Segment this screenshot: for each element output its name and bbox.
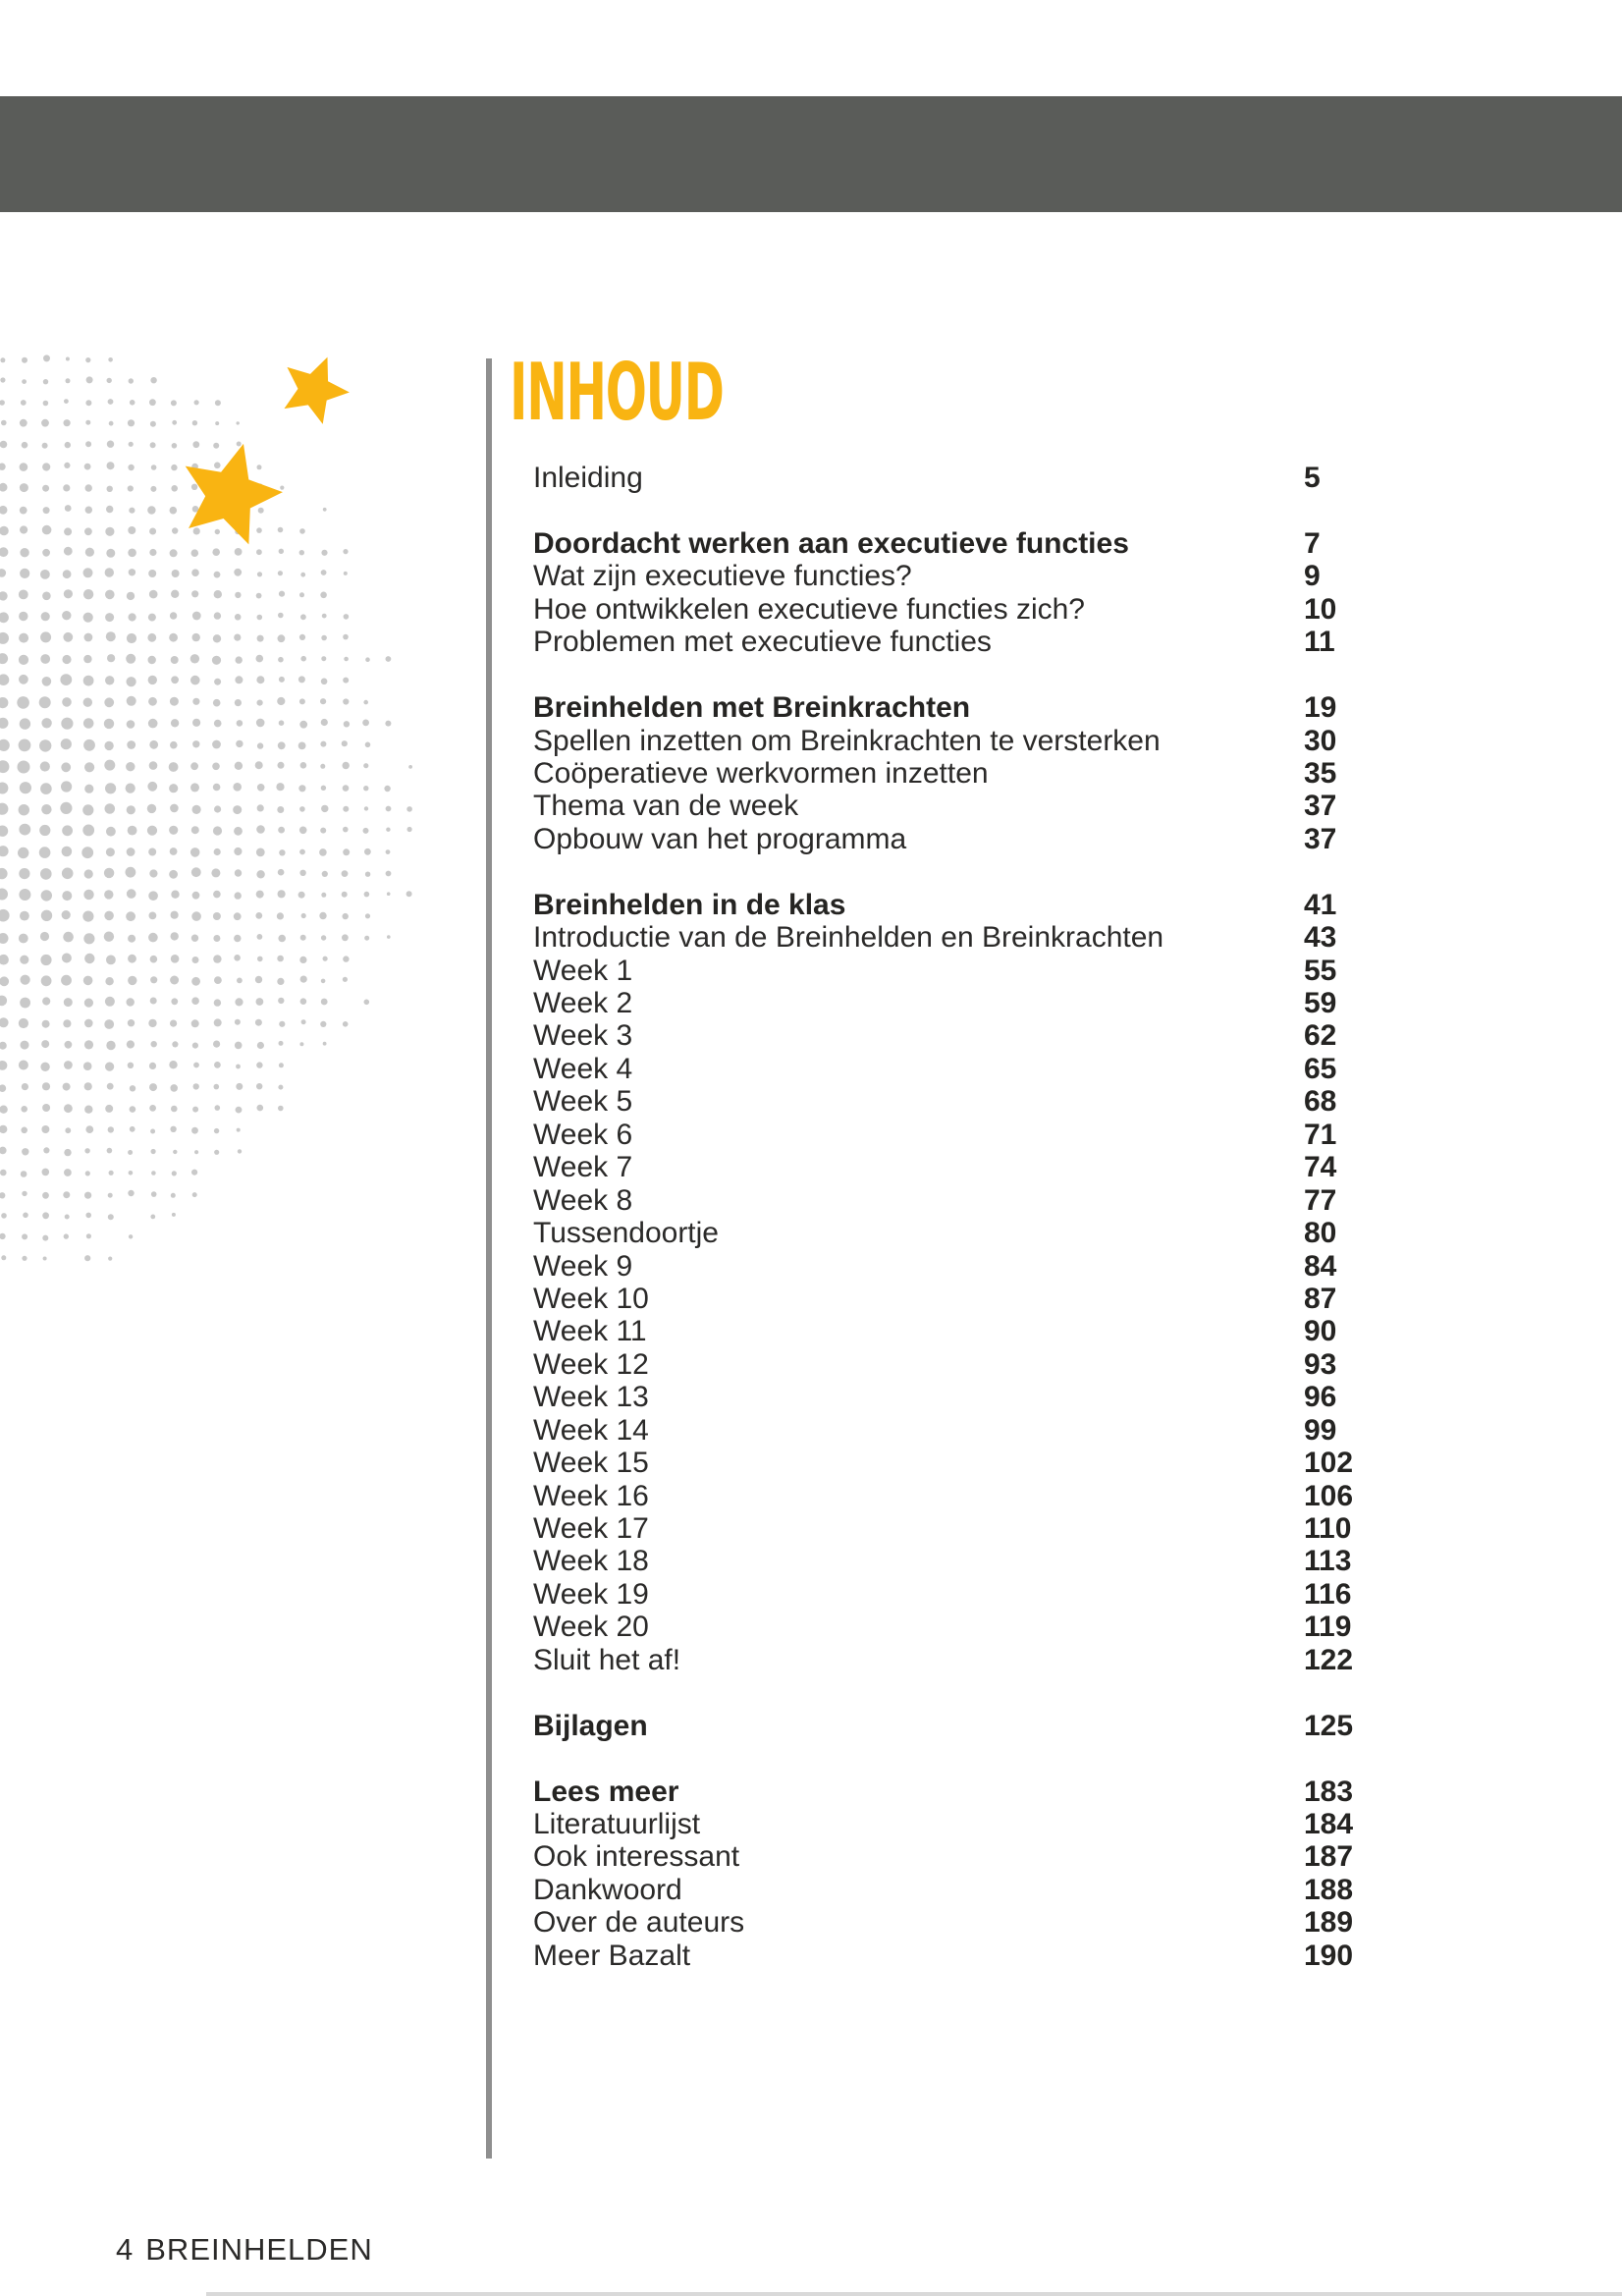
toc-entry-label: Week 11 xyxy=(533,1315,647,1348)
toc-entry xyxy=(533,955,1378,987)
toc-entry-page: 122 xyxy=(1304,1643,1354,1676)
toc-entry-page: 74 xyxy=(1304,1151,1337,1184)
toc-entry-label: Opbouw van het programma xyxy=(533,822,907,855)
toc-entry-label: Week 14 xyxy=(533,1413,649,1447)
toc-entry-label: Lees meer xyxy=(533,1775,679,1808)
toc-entry-page: 96 xyxy=(1304,1381,1337,1414)
toc-entry-label: Inleiding xyxy=(533,462,643,494)
toc-entry xyxy=(533,757,1378,790)
toc-entry xyxy=(533,1414,1378,1447)
toc-entry-page: 10 xyxy=(1304,592,1337,626)
toc-entry-page: 65 xyxy=(1304,1052,1337,1085)
toc-entry-page: 90 xyxy=(1304,1315,1337,1348)
toc-entry-label: Week 17 xyxy=(533,1512,649,1545)
toc-entry-label: Week 4 xyxy=(533,1052,633,1085)
toc-entry-page: 35 xyxy=(1304,756,1337,790)
toc-entry-page: 80 xyxy=(1304,1217,1337,1250)
toc-entry-label: Thema van de week xyxy=(533,790,799,823)
star-icon xyxy=(272,345,358,429)
toc-entry xyxy=(533,921,1378,954)
footer-page-number: 4 xyxy=(116,2232,135,2267)
toc-entry-page: 62 xyxy=(1304,1019,1337,1053)
toc-entry-label: Literatuurlijst xyxy=(533,1807,701,1840)
toc-entry-label: Meer Bazalt xyxy=(533,1939,691,1972)
toc-entry-page: 41 xyxy=(1304,888,1337,921)
toc-entry-label: Week 9 xyxy=(533,1249,633,1283)
toc-entry-page: 187 xyxy=(1304,1840,1354,1874)
toc-entry-label: Sluit het af! xyxy=(533,1643,681,1676)
toc-entry xyxy=(533,626,1378,658)
toc-entry xyxy=(533,1085,1378,1118)
toc-entry xyxy=(533,1381,1378,1413)
toc-entry-page: 110 xyxy=(1304,1512,1352,1545)
toc-entry xyxy=(533,1644,1378,1676)
toc-entry xyxy=(533,1906,1378,1939)
toc-entry xyxy=(533,1217,1378,1249)
toc-entry-label: Week 2 xyxy=(533,987,633,1019)
toc-entry xyxy=(533,1119,1378,1151)
toc-entry-label: Week 8 xyxy=(533,1183,633,1217)
toc-entry-label: Week 1 xyxy=(533,954,633,987)
toc-entry xyxy=(533,593,1378,626)
toc-entry xyxy=(533,1151,1378,1183)
toc-entry-page: 5 xyxy=(1304,462,1321,494)
toc-entry-label: Breinhelden met Breinkrachten xyxy=(533,691,971,725)
toc-entry-page: 125 xyxy=(1304,1709,1354,1742)
page-bottom-edge xyxy=(206,2292,1622,2296)
toc-entry-label: Dankwoord xyxy=(533,1873,682,1906)
toc-entry-label: Week 15 xyxy=(533,1447,649,1480)
toc-entry-label: Tussendoortje xyxy=(533,1217,719,1250)
toc-entry-label: Week 18 xyxy=(533,1545,649,1578)
toc-entry-label: Week 12 xyxy=(533,1347,649,1381)
toc-entry-label: Breinhelden in de klas xyxy=(533,888,846,921)
toc-entry-page: 87 xyxy=(1304,1282,1337,1315)
top-banner xyxy=(0,96,1622,212)
toc-entry xyxy=(533,1447,1378,1479)
toc-entry-label: Wat zijn executieve functies? xyxy=(533,560,912,593)
toc-entry-label: Problemen met executieve functies xyxy=(533,626,992,659)
toc-entry-page: 30 xyxy=(1304,724,1337,757)
toc-entry-label: Week 19 xyxy=(533,1577,649,1611)
halftone-dot-pattern xyxy=(0,355,412,1261)
toc-entry-label: Week 6 xyxy=(533,1118,633,1151)
toc-entry-label: Introductie van de Breinhelden en Breinkrachten xyxy=(533,921,1164,955)
toc-entry-label: Week 20 xyxy=(533,1611,649,1644)
toc-entry-page: 37 xyxy=(1304,790,1337,823)
toc-entry-page: 19 xyxy=(1304,691,1337,725)
toc-entry xyxy=(533,1053,1378,1085)
footer-book-title: BREINHELDEN xyxy=(145,2232,373,2267)
toc-entry xyxy=(533,1250,1378,1283)
toc-entry xyxy=(533,1611,1378,1643)
toc-entry-page: 183 xyxy=(1304,1775,1354,1808)
toc-entry-page: 71 xyxy=(1304,1118,1337,1151)
toc-entry-label: Bijlagen xyxy=(533,1709,648,1742)
toc-entry-label: Ook interessant xyxy=(533,1840,740,1874)
toc-entry xyxy=(533,560,1378,592)
toc-entry-page: 113 xyxy=(1304,1545,1352,1578)
toc-entry xyxy=(533,790,1378,822)
toc-entry-page: 11 xyxy=(1304,626,1335,659)
toc-entry xyxy=(533,1283,1378,1315)
toc-entry-label: Week 3 xyxy=(533,1019,633,1053)
toc-entry xyxy=(533,1776,1378,1808)
toc-entry-page: 55 xyxy=(1304,954,1337,987)
toc-entry-page: 84 xyxy=(1304,1249,1337,1283)
toc-entry xyxy=(533,1348,1378,1381)
toc-entry xyxy=(533,1184,1378,1217)
toc-entry-page: 99 xyxy=(1304,1413,1337,1447)
toc-entry-page: 43 xyxy=(1304,921,1337,955)
toc-entry-page: 37 xyxy=(1304,822,1337,855)
toc-entry-label: Hoe ontwikkelen executieve functies zich? xyxy=(533,592,1085,626)
toc-entry xyxy=(533,462,1378,494)
toc-entry-page: 190 xyxy=(1304,1939,1354,1972)
toc-entry xyxy=(533,1512,1378,1545)
toc-entry xyxy=(533,691,1378,724)
toc-entry xyxy=(533,1874,1378,1906)
toc-entry-page: 59 xyxy=(1304,987,1337,1019)
toc-entry-page: 119 xyxy=(1304,1611,1352,1644)
toc-entry xyxy=(533,1578,1378,1611)
toc-entry-label: Spellen inzetten om Breinkrachten te versterken xyxy=(533,724,1161,757)
toc-entry xyxy=(533,889,1378,921)
toc-entry-label: Over de auteurs xyxy=(533,1906,745,1940)
toc-entry-page: 116 xyxy=(1304,1577,1352,1611)
page-footer xyxy=(116,2233,373,2267)
toc-entry xyxy=(533,1019,1378,1052)
page-title: INHOUD xyxy=(510,347,724,438)
toc-entry-page: 189 xyxy=(1304,1906,1354,1940)
toc-entry-page: 77 xyxy=(1304,1183,1337,1217)
toc-entry xyxy=(533,1710,1378,1742)
toc-entry xyxy=(533,725,1378,757)
toc-entry-page: 106 xyxy=(1304,1479,1354,1512)
toc-entry xyxy=(533,1545,1378,1577)
toc-entry-page: 68 xyxy=(1304,1085,1337,1119)
toc-entry-label: Doordacht werken aan executieve functies xyxy=(533,526,1129,560)
toc-entry-label: Week 5 xyxy=(533,1085,633,1119)
toc-entry xyxy=(533,823,1378,855)
table-of-contents xyxy=(533,462,1378,1972)
toc-entry xyxy=(533,1940,1378,1972)
toc-entry-label: Week 13 xyxy=(533,1381,649,1414)
toc-entry-label: Week 10 xyxy=(533,1282,649,1315)
toc-entry xyxy=(533,1808,1378,1840)
toc-entry xyxy=(533,1315,1378,1347)
star-icon xyxy=(170,431,293,550)
toc-entry-page: 93 xyxy=(1304,1347,1337,1381)
toc-entry xyxy=(533,987,1378,1019)
toc-entry-page: 184 xyxy=(1304,1807,1354,1840)
toc-entry-label: Week 7 xyxy=(533,1151,633,1184)
toc-entry xyxy=(533,1840,1378,1873)
toc-entry-page: 7 xyxy=(1304,526,1321,560)
toc-entry xyxy=(533,1480,1378,1512)
toc-entry xyxy=(533,527,1378,560)
toc-entry-page: 188 xyxy=(1304,1873,1354,1906)
toc-entry-label: Coöperatieve werkvormen inzetten xyxy=(533,756,989,790)
toc-entry-label: Week 16 xyxy=(533,1479,649,1512)
vertical-divider xyxy=(486,358,492,2159)
toc-entry-page: 102 xyxy=(1304,1447,1354,1480)
toc-entry-page: 9 xyxy=(1304,560,1321,593)
